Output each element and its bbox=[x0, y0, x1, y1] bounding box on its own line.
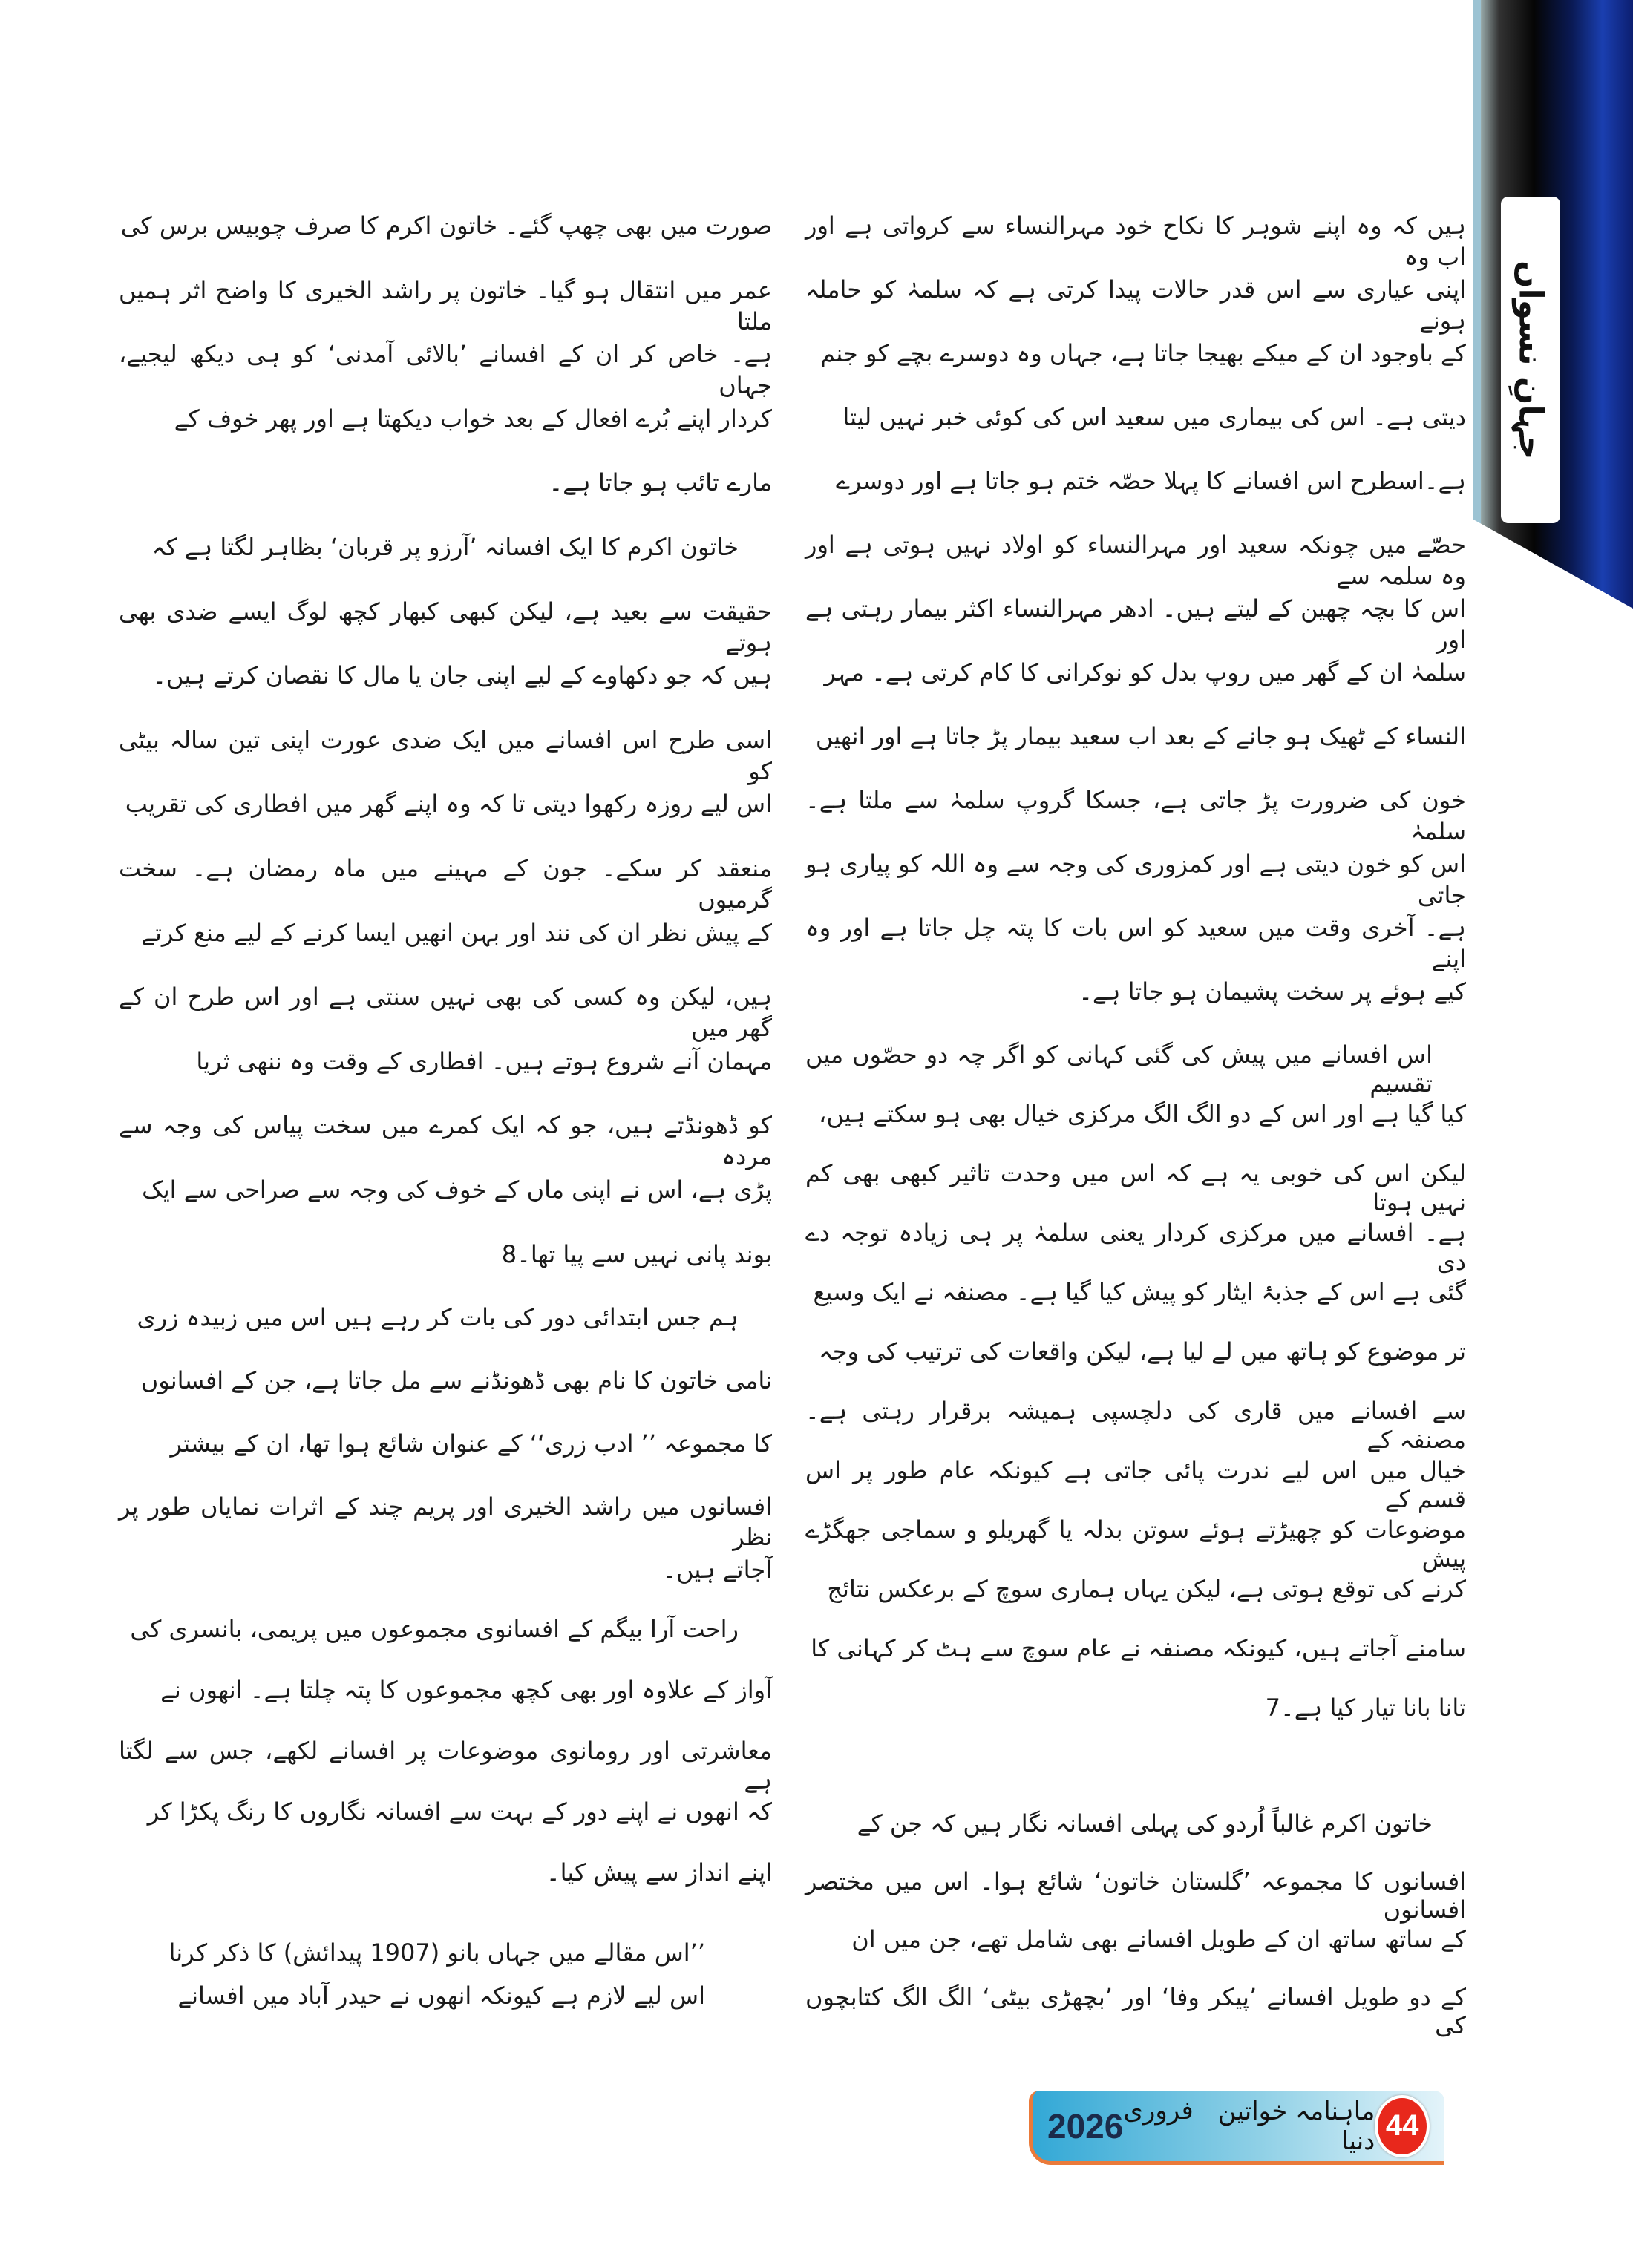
text-line: نامی خاتون کا نام بھی ڈھونڈنے سے مل جاتا ہے، جن کے افسانوں bbox=[140, 1366, 772, 1394]
text-line: لیکن اس کی خوبی یہ ہے کہ اس میں وحدت تاثیر کبھی بھی کم نہیں ہوتا bbox=[805, 1159, 1466, 1216]
text-line: سلمہٰ ان کے گھر میں روپ بدل کو نوکرانی کا کام کرتی ہے۔ مہر bbox=[824, 658, 1466, 686]
text-line: اپنی عیاری سے اس قدر حالات پیدا کرتی ہے کہ سلمہٰ کو حاملہ ہونے bbox=[805, 275, 1466, 335]
text-line: اس لیے لازم ہے کیونکہ انھوں نے حیدر آباد میں افسانے bbox=[177, 1982, 705, 2010]
text-line: اپنے انداز سے پیش کیا۔ bbox=[546, 1858, 772, 1887]
text-line: دیتی ہے۔ اس کی بیماری میں سعید اس کی کوئی خبر نہیں لیتا bbox=[842, 403, 1466, 431]
text-line: حصّے میں چونکہ سعید اور مہرالنساء کو اولاد نہیں ہوتی ہے اور وہ سلمہ سے bbox=[805, 531, 1466, 590]
text-line: اس لیے روزہ رکھوا دیتی تا کہ وہ اپنے گھر میں افطاری کی تقریب bbox=[125, 790, 772, 819]
text-line: موضوعات کو چھیڑتے ہوئے سوتن بدلہ یا گھریلو و سماجی جھگڑے پیش bbox=[805, 1515, 1466, 1573]
text-line: خاتون اکرم غالباً اُردو کی پہلی افسانہ نگار ہیں کہ جن کے bbox=[857, 1809, 1433, 1838]
text-line: کو ڈھونڈتے ہیں، جو کہ ایک کمرے میں سخت پیاس کی وجہ سے مردہ bbox=[119, 1111, 772, 1171]
text-line: کے ساتھ ساتھ ان کے طویل افسانے بھی شامل تھے، جن میں ان bbox=[851, 1925, 1466, 1953]
text-line: حقیقت سے بعید ہے، لیکن کبھی کبھار کچھ لوگ ایسے ضدی بھی ہوتے bbox=[119, 597, 772, 657]
section-tab-label bbox=[1501, 197, 1560, 523]
text-line: معاشرتی اور رومانوی موضوعات پر افسانے لکھے، جس سے لگتا ہے bbox=[119, 1737, 772, 1795]
text-line: تر موضوع کو ہاتھ میں لے لیا ہے، لیکن واقعات کی ترتیب کی وجہ bbox=[818, 1337, 1466, 1366]
footer-title bbox=[1123, 2096, 1375, 2156]
text-line: اسی طرح اس افسانے میں ایک ضدی عورت اپنی تین سالہ بیٹی کو bbox=[119, 725, 772, 785]
page-footer bbox=[1029, 2091, 1444, 2165]
text-line: ہے۔ خاص کر ان کے افسانے ’بالائی آمدنی‘ کو ہی دیکھ لیجیے، جہاں bbox=[119, 340, 772, 400]
text-line: کرنے کی توقع ہوتی ہے، لیکن یہاں ہماری سوچ کے برعکس نتائج bbox=[827, 1575, 1466, 1603]
text-line: تانا بانا تیار کیا ہے۔7 bbox=[1265, 1694, 1466, 1722]
text-line: راحت آرا بیگم کے افسانوی مجموعوں میں پریمی، بانسری کی bbox=[130, 1615, 739, 1643]
text-line: پڑی ہے، اس نے اپنی ماں کے خوف کی وجہ سے صراحی سے ایک bbox=[142, 1176, 772, 1204]
footer-month: فروری bbox=[1123, 2096, 1194, 2126]
text-line: ہیں کہ جو دکھاوے کے لیے اپنی جان یا مال کا نقصان کرتے ہیں۔ bbox=[152, 661, 772, 690]
text-line: کیے ہوئے پر سخت پشیمان ہو جاتا ہے۔ bbox=[1079, 977, 1466, 1006]
text-line: مہمان آنے شروع ہوتے ہیں۔ افطاری کے وقت وہ ننھی ثریا bbox=[196, 1046, 772, 1075]
text-line: ہے۔ آخری وقت میں سعید کو اس بات کا پتہ چل جاتا ہے اور وہ اپنے bbox=[805, 914, 1466, 973]
text-line: خون کی ضرورت پڑ جاتی ہے، جسکا گروپ سلمہٰ سے ملتا ہے۔ سلمہٰ bbox=[805, 786, 1466, 845]
text-line: صورت میں بھی چھپ گئے۔ خاتون اکرم کا صرف چوبیس برس کی bbox=[120, 212, 772, 240]
text-line: گئی ہے اس کے جذبۂ ایثار کو پیش کیا گیا ہے۔ مصنفہ نے ایک وسیع bbox=[813, 1278, 1466, 1306]
text-line: آواز کے علاوہ اور بھی کچھ مجموعوں کا پتہ چلتا ہے۔ انھوں نے bbox=[160, 1676, 772, 1704]
text-line: کا مجموعہ ’’ ادب زری‘‘ کے عنوان شائع ہوا تھا، ان کے بیشتر bbox=[170, 1429, 772, 1458]
text-line: ہے۔اسطرح اس افسانے کا پہلا حصّہ ختم ہو جاتا ہے اور دوسرے bbox=[836, 467, 1466, 495]
text-line: خاتون اکرم کا ایک افسانہ ’آرزو پر قربان‘ بظاہر لگتا ہے کہ bbox=[151, 533, 739, 561]
text-line: ہیں کہ وہ اپنے شوہر کا نکاح خود مہرالنساء سے کرواتی ہے اور اب وہ bbox=[805, 212, 1466, 271]
text-line: مارے تائب ہو جاتا ہے۔ bbox=[549, 468, 772, 497]
text-line: کے دو طویل افسانے ’پیکر وفا‘ اور ’بچھڑی بیٹی‘ الگ الگ کتابچوں کی bbox=[805, 1983, 1466, 2039]
text-line: آجاتے ہیں۔ bbox=[662, 1556, 772, 1584]
text-line: ’’اس مقالے میں جہاں بانو (1907 پیدائش) کا ذکر کرنا bbox=[168, 1938, 705, 1967]
text-line: کے پیش نظر ان کی نند اور بہن انھیں ایسا کرنے کے لیے منع کرتے bbox=[141, 918, 772, 947]
text-line: افسانوں میں راشد الخیری اور پریم چند کے اثرات نمایاں طور پر نظر bbox=[119, 1492, 772, 1551]
text-line: عمر میں انتقال ہو گیا۔ خاتون پر راشد الخیری کا واضح اثر ہمیں ملتا bbox=[119, 275, 772, 335]
magazine-name: ماہنامہ خواتین دنیا bbox=[1217, 2097, 1375, 2156]
page-number-badge: 44 bbox=[1375, 2095, 1430, 2157]
footer-year: 2026 bbox=[1047, 2106, 1124, 2146]
text-line: اس کا بچہ چھین کے لیتے ہیں۔ ادھر مہرالنساء اکثر بیمار رہتی ہے اور bbox=[805, 594, 1466, 654]
text-line: کہ انھوں نے اپنے دور کے بہت سے افسانہ نگاروں کا رنگ پکڑا کر bbox=[147, 1797, 772, 1826]
text-line: بوند پانی نہیں سے پیا تھا۔8 bbox=[501, 1239, 772, 1268]
text-line: ہیں، لیکن وہ کسی کی بھی نہیں سنتی ہے اور اس طرح ان کے گھر میں bbox=[119, 983, 773, 1043]
text-line: سامنے آجاتے ہیں، کیونکہ مصنفہ نے عام سوچ سے ہٹ کر کہانی کا bbox=[811, 1634, 1466, 1662]
text-line: اس کو خون دیتی ہے اور کمزوری کی وجہ سے وہ اللہ کو پیاری ہو جاتی bbox=[805, 850, 1466, 909]
text-line: النساء کے ٹھیک ہو جانے کے بعد اب سعید بیمار پڑ جاتا ہے اور انھیں bbox=[815, 722, 1466, 750]
text-line: ہم جس ابتدائی دور کی بات کر رہے ہیں اس میں زبیدہ زری bbox=[137, 1303, 739, 1331]
text-line: سے افسانے میں قاری کی دلچسپی ہمیشہ برقرار رہتی ہے۔ مصنفہ کے bbox=[805, 1397, 1466, 1454]
text-line: اس افسانے میں پیش کی گئی کہانی کو اگر چہ دو حصّوں میں تقسیم bbox=[805, 1040, 1433, 1098]
text-line: منعقد کر سکے۔ جون کے مہینے میں ماہ رمضان ہے۔ سخت گرمیوں bbox=[119, 854, 772, 914]
text-line: کے باوجود ان کے میکے بھیجا جاتا ہے، جہاں وہ دوسرے بچے کو جنم bbox=[820, 339, 1466, 367]
text-line: خیال میں اس لیے ندرت پائی جاتی ہے کیونکہ عام طور پر اس قسم کے bbox=[805, 1456, 1466, 1513]
text-line: کردار اپنے بُرے افعال کے بعد خواب دیکھتا ہے اور پھر خوف کے bbox=[174, 404, 772, 433]
section-tab-text: جہانِ نسواں bbox=[1511, 260, 1550, 460]
text-line: افسانوں کا مجموعہ ’گلستان خاتون‘ شائع ہوا۔ اس میں مختصر افسانوں bbox=[805, 1867, 1466, 1924]
text-line: کیا گیا ہے اور اس کے دو الگ الگ مرکزی خیال بھی ہو سکتے ہیں، bbox=[819, 1100, 1466, 1128]
text-line: ہے۔ افسانے میں مرکزی کردار یعنی سلمہٰ پر ہی زیادہ توجہ دے دی bbox=[805, 1219, 1466, 1276]
